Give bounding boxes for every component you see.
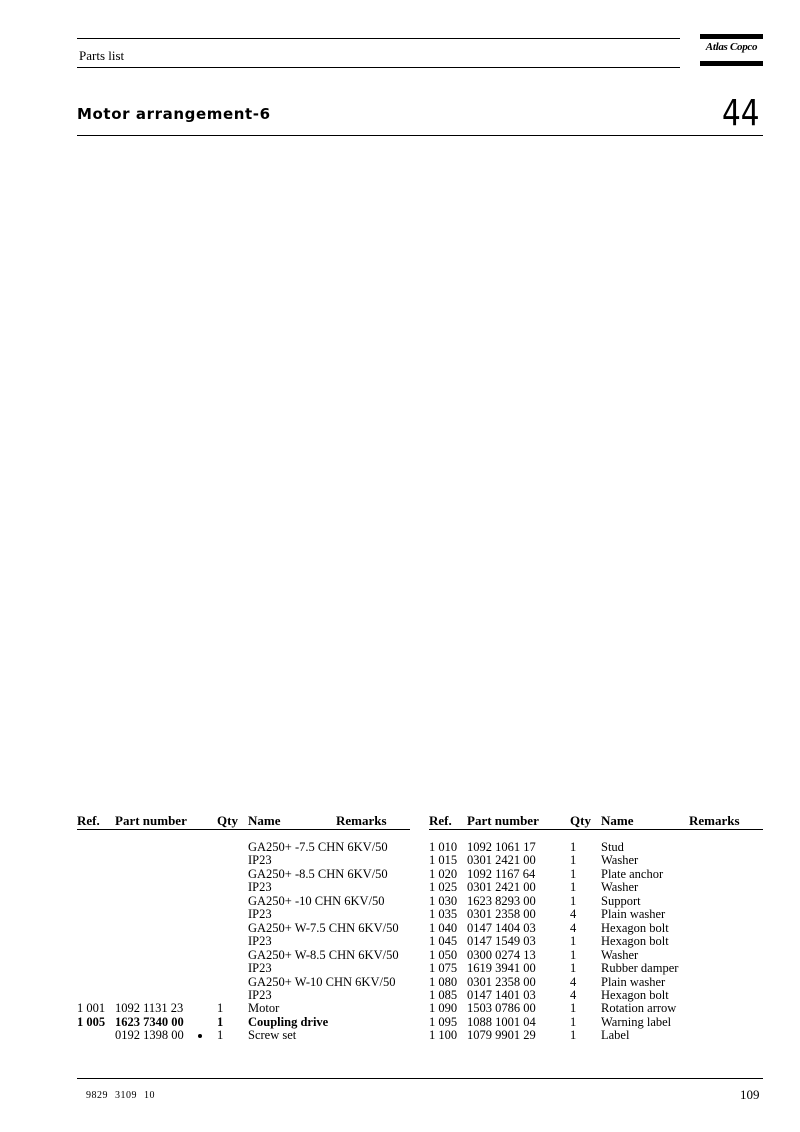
- row-name: IP23: [248, 880, 272, 895]
- page-title: Motor arrangement-6: [77, 105, 271, 123]
- row-ref: 1 020: [429, 866, 458, 881]
- row-part-number: 0147 1404 03: [467, 920, 536, 935]
- section-number: 44: [722, 93, 760, 134]
- row-qty: 4: [570, 974, 577, 989]
- row-qty: 1: [570, 1001, 577, 1016]
- row-name: Plain washer: [601, 974, 666, 989]
- right-header-ref: Ref.: [429, 813, 452, 828]
- row-part-number: 1623 8293 00: [467, 893, 536, 908]
- row-name: Washer: [601, 853, 639, 868]
- row-part-number: 0192 1398 00: [115, 1028, 184, 1043]
- row-ref: 1 100: [429, 1028, 458, 1043]
- row-ref: 1 090: [429, 1001, 458, 1016]
- row-qty: 1: [217, 1014, 224, 1029]
- row-ref: 1 050: [429, 947, 458, 962]
- row-name: Plain washer: [601, 907, 666, 922]
- row-ref: 1 085: [429, 987, 458, 1002]
- logo-text: Atlas Copco: [705, 41, 758, 53]
- row-name: Washer: [601, 947, 639, 962]
- row-qty: 1: [570, 840, 577, 854]
- row-name: GA250+ W-7.5 CHN 6KV/50: [248, 920, 399, 935]
- row-name: Rotation arrow: [601, 1001, 677, 1016]
- row-qty: 4: [570, 920, 577, 935]
- row-name: IP23: [248, 853, 272, 868]
- row-part-number: 0301 2421 00: [467, 880, 536, 895]
- document-number: 9829 3109 10: [86, 1090, 155, 1101]
- row-ref: 1 030: [429, 893, 458, 908]
- footer-rule: [77, 1078, 763, 1079]
- left-header-qty: Qty: [217, 813, 238, 828]
- row-name: Washer: [601, 880, 639, 895]
- row-qty: 1: [570, 1014, 577, 1029]
- row-name: GA250+ -8.5 CHN 6KV/50: [248, 866, 388, 881]
- row-name: Plate anchor: [601, 866, 664, 881]
- row-part-number: 0301 2421 00: [467, 853, 536, 868]
- row-name: Rubber damper: [601, 961, 679, 976]
- left-header-ref: Ref.: [77, 813, 100, 828]
- row-part-number: 1619 3941 00: [467, 961, 536, 976]
- row-part-number: 0300 0274 13: [467, 947, 536, 962]
- row-qty: 4: [570, 907, 577, 922]
- page-number: 109: [740, 1087, 760, 1102]
- row-name: GA250+ W-10 CHN 6KV/50: [248, 974, 396, 989]
- row-qty: 1: [570, 961, 577, 976]
- row-name: Motor: [248, 1001, 280, 1016]
- row-name: Hexagon bolt: [601, 987, 669, 1002]
- row-ref: 1 010: [429, 840, 458, 854]
- section-label: Parts list: [79, 48, 125, 63]
- row-part-number: 1092 1167 64: [467, 866, 536, 881]
- row-qty: 1: [570, 853, 577, 868]
- right-header-part-number: Part number: [467, 813, 539, 828]
- left-header-name: Name: [248, 813, 281, 828]
- row-part-number: 0301 2358 00: [467, 907, 536, 922]
- row-part-number: 1092 1061 17: [467, 840, 536, 854]
- row-ref: 1 035: [429, 907, 458, 922]
- row-name: IP23: [248, 987, 272, 1002]
- row-part-number: 1623 7340 00: [115, 1014, 184, 1029]
- row-ref: 1 045: [429, 934, 458, 949]
- row-ref: 1 005: [77, 1014, 106, 1029]
- row-ref: 1 001: [77, 1001, 106, 1016]
- row-part-number: 0301 2358 00: [467, 974, 536, 989]
- row-part-number: 0147 1401 03: [467, 987, 536, 1002]
- row-name: Stud: [601, 840, 624, 854]
- right-header-qty: Qty: [570, 813, 591, 828]
- row-name: IP23: [248, 961, 272, 976]
- row-name: Support: [601, 893, 641, 908]
- row-ref: 1 095: [429, 1014, 458, 1029]
- row-name: IP23: [248, 934, 272, 949]
- row-qty: 1: [570, 947, 577, 962]
- row-qty: 1: [570, 934, 577, 949]
- row-qty: 1: [570, 880, 577, 895]
- row-qty: 1: [570, 1028, 577, 1043]
- row-name: GA250+ -7.5 CHN 6KV/50: [248, 840, 388, 854]
- left-header-rule: [77, 829, 410, 830]
- right-header-remarks: Remarks: [689, 813, 740, 828]
- row-name: GA250+ W-8.5 CHN 6KV/50: [248, 947, 399, 962]
- left-header-remarks: Remarks: [336, 813, 387, 828]
- right-header-rule: [429, 829, 763, 830]
- row-name: GA250+ -10 CHN 6KV/50: [248, 893, 385, 908]
- row-name: Hexagon bolt: [601, 934, 669, 949]
- row-qty: 1: [217, 1028, 224, 1043]
- right-header-name: Name: [601, 813, 634, 828]
- row-ref: 1 075: [429, 961, 458, 976]
- row-qty: 1: [570, 893, 577, 908]
- row-qty: 1: [217, 1001, 224, 1016]
- row-part-number: 1088 1001 04: [467, 1014, 536, 1029]
- row-name: Warning label: [601, 1014, 672, 1029]
- row-name: Label: [601, 1028, 630, 1043]
- row-part-number: 0147 1549 03: [467, 934, 536, 949]
- row-name: Coupling drive: [248, 1014, 329, 1029]
- row-ref: 1 025: [429, 880, 458, 895]
- row-name: Screw set: [248, 1028, 297, 1043]
- row-qty: 4: [570, 987, 577, 1002]
- row-part-number: 1079 9901 29: [467, 1028, 536, 1043]
- row-qty: 1: [570, 866, 577, 881]
- row-ref: 1 080: [429, 974, 458, 989]
- row-ref: 1 040: [429, 920, 458, 935]
- row-name: Hexagon bolt: [601, 920, 669, 935]
- left-header-part-number: Part number: [115, 813, 187, 828]
- bullet-icon: [198, 1034, 202, 1038]
- row-name: IP23: [248, 907, 272, 922]
- row-part-number: 1092 1131 23: [115, 1001, 184, 1016]
- row-part-number: 1503 0786 00: [467, 1001, 536, 1016]
- row-ref: 1 015: [429, 853, 458, 868]
